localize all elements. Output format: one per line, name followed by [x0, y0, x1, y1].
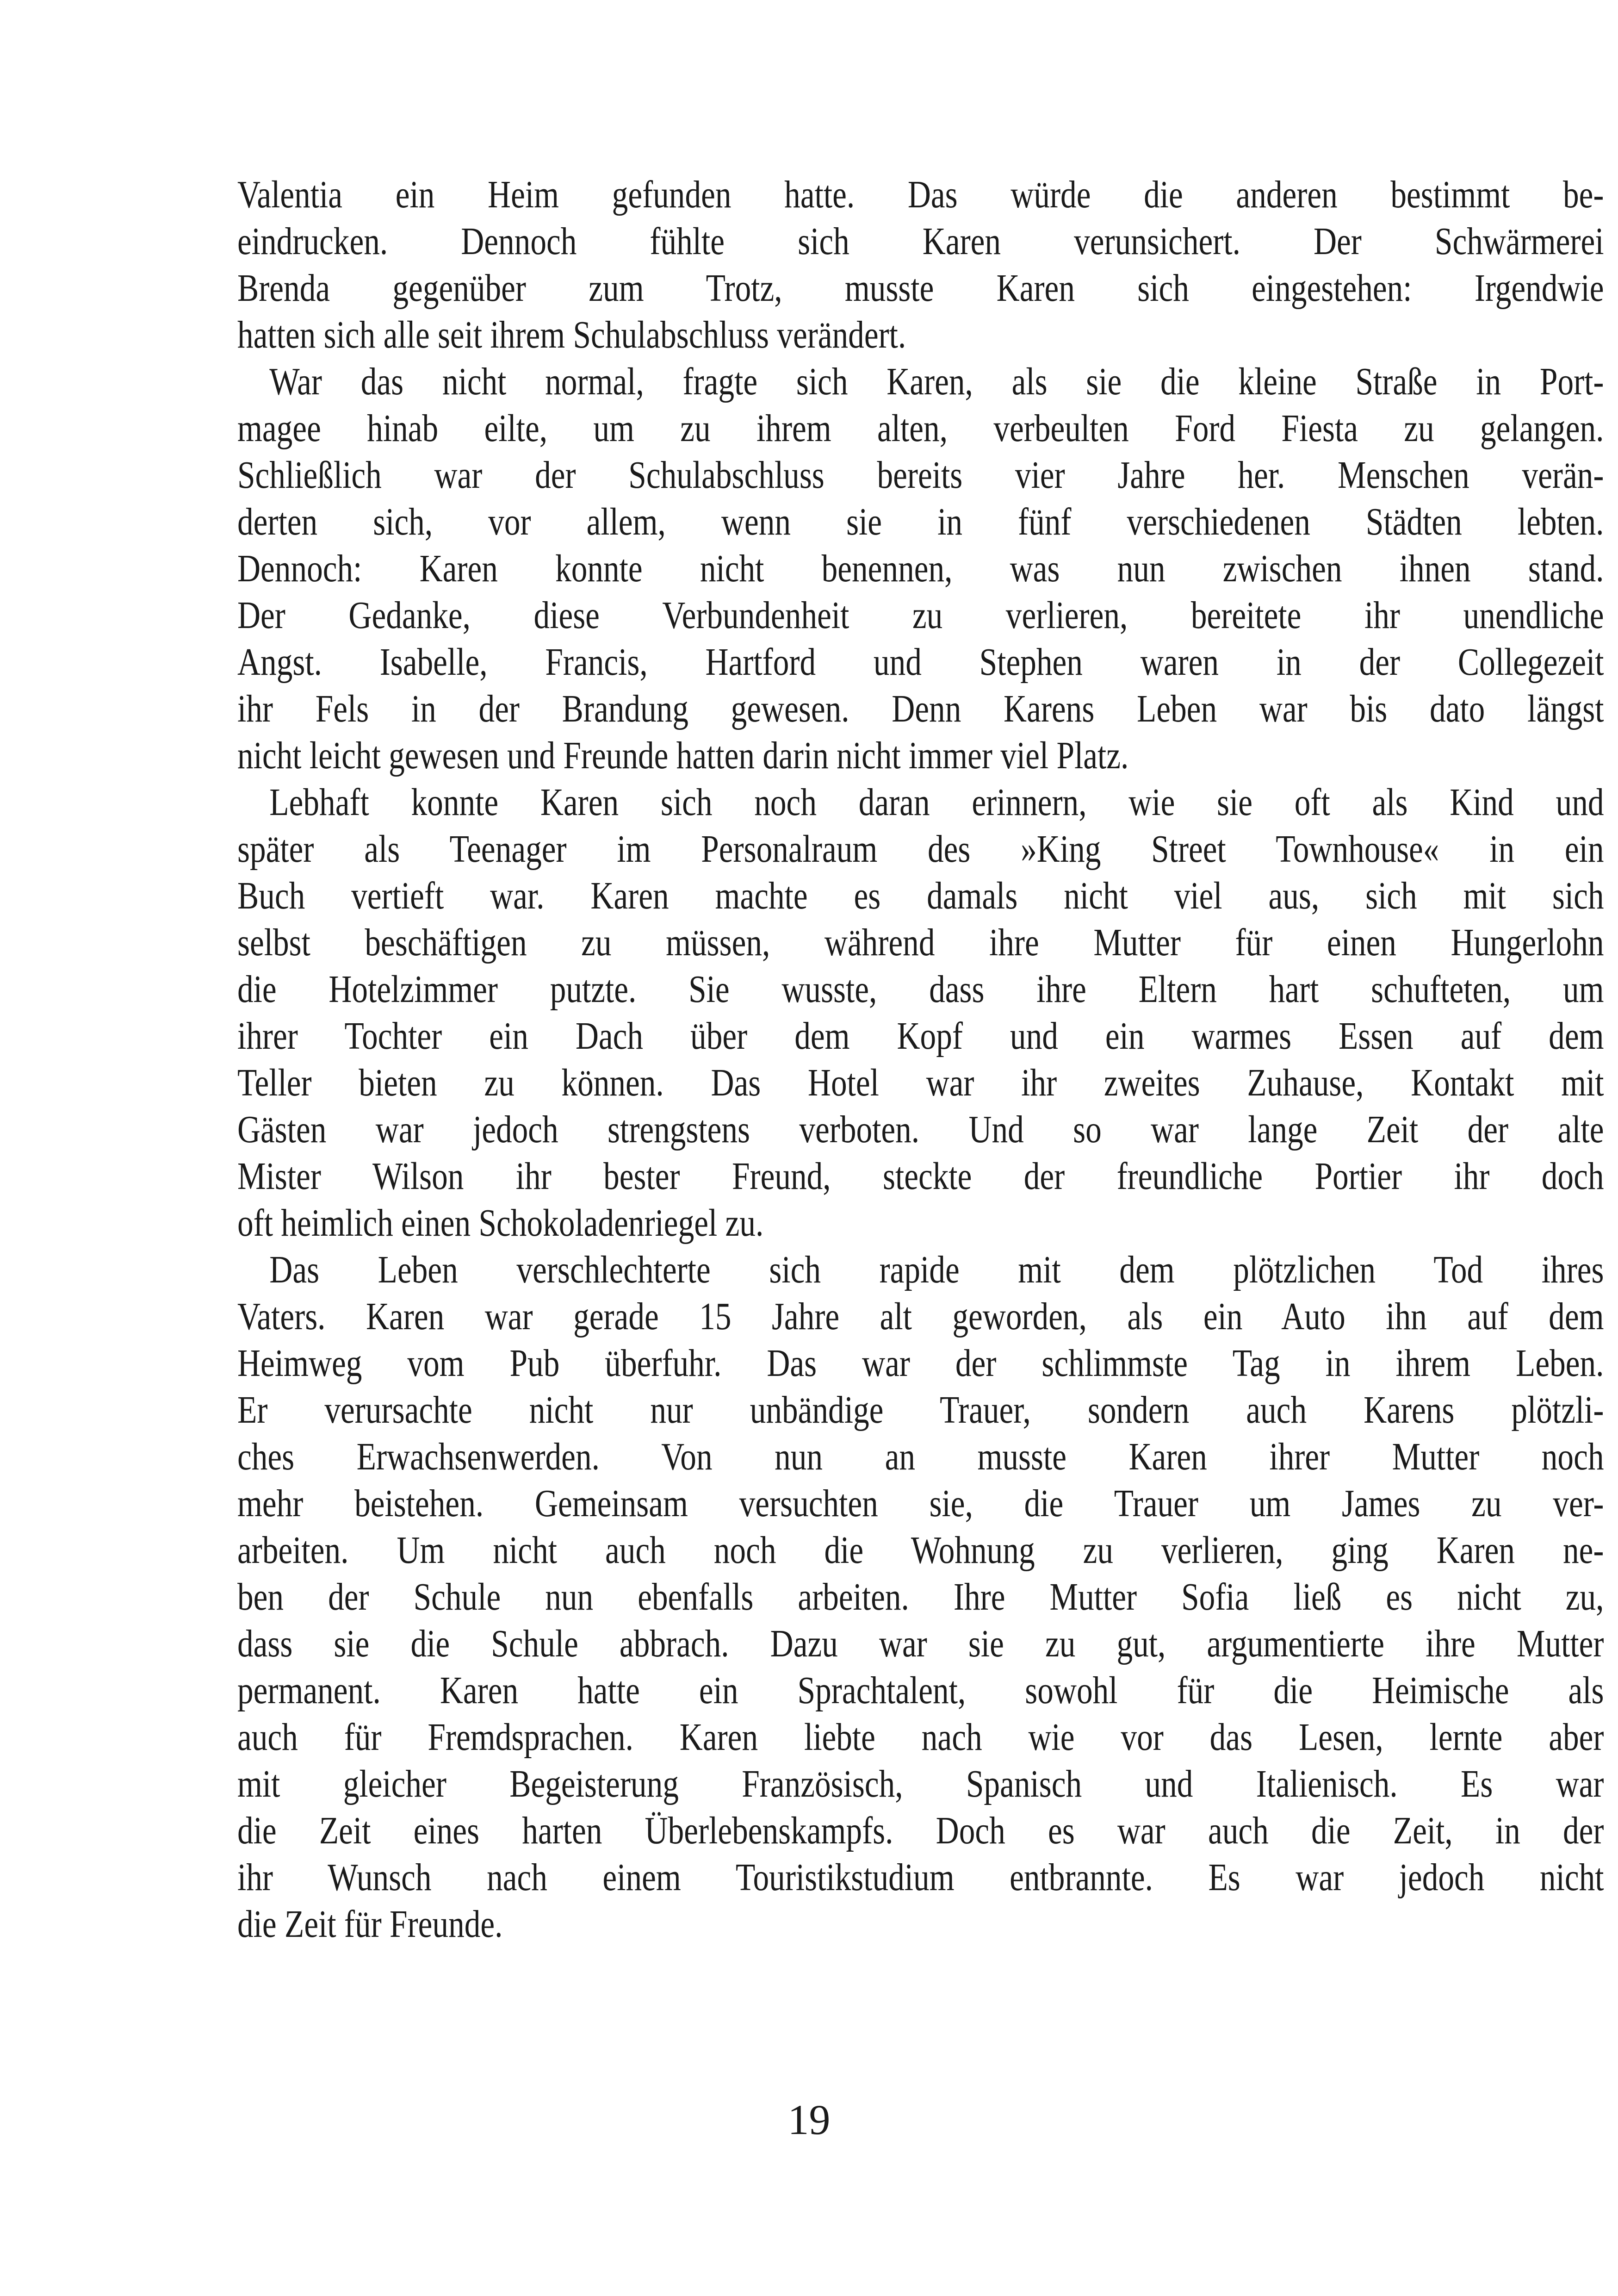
text-line: Heimweg vom Pub überfuhr. Das war der schlimmste Tag in ihrem Leben.: [237, 1342, 1604, 1385]
text-line: ches Erwachsenwerden. Von nun an musste Karen ihrer Mutter noch: [237, 1435, 1604, 1478]
text-line: hatten sich alle seit ihrem Schulabschluss verändert.: [237, 313, 906, 356]
text-line: Er verursachte nicht nur unbändige Trauer, sondern auch Karens plötzli-: [237, 1388, 1604, 1431]
text-line: mit gleicher Begeisterung Französisch, Spanisch und Italienisch. Es war: [237, 1762, 1604, 1805]
text-line: auch für Fremdsprachen. Karen liebte nach wie vor das Lesen, lernte aber: [237, 1716, 1604, 1759]
text-line: War das nicht normal, fragte sich Karen, als sie die kleine Straße in Port-: [269, 360, 1604, 403]
paragraph-1: [237, 171, 1604, 358]
text-line: die Zeit eines harten Überlebenskampfs. Doch es war auch die Zeit, in der: [237, 1809, 1604, 1852]
text-line: Gästen war jedoch strengstens verboten. Und so war lange Zeit der alte: [237, 1108, 1604, 1151]
paragraph-4: [237, 1246, 1604, 1948]
text-line: eindrucken. Dennoch fühlte sich Karen verunsichert. Der Schwärmerei: [237, 220, 1604, 263]
text-line: Mister Wilson ihr bester Freund, steckte der freundliche Portier ihr doch: [237, 1155, 1604, 1198]
text-line: Lebhaft konnte Karen sich noch daran erinnern, wie sie oft als Kind und: [269, 781, 1604, 824]
text-line: ihrer Tochter ein Dach über dem Kopf und ein warmes Essen auf dem: [237, 1014, 1604, 1058]
text-line: Das Leben verschlechterte sich rapide mit dem plötzlichen Tod ihres: [269, 1248, 1604, 1291]
text-line: ben der Schule nun ebenfalls arbeiten. Ihre Mutter Sofia ließ es nicht zu,: [237, 1575, 1604, 1618]
text-line: Dennoch: Karen konnte nicht benennen, was nun zwischen ihnen stand.: [237, 547, 1604, 590]
text-line: ihr Wunsch nach einem Touristikstudium entbrannte. Es war jedoch nicht: [237, 1856, 1604, 1899]
text-line: Brenda gegenüber zum Trotz, musste Karen sich eingestehen: Irgendwie: [237, 267, 1604, 310]
text-line: ihr Fels in der Brandung gewesen. Denn Karens Leben war bis dato längst: [237, 687, 1604, 730]
text-line: derten sich, vor allem, wenn sie in fünf verschiedenen Städten lebten.: [237, 500, 1604, 543]
text-line: dass sie die Schule abbrach. Dazu war sie zu gut, argumentierte ihre Mutter: [237, 1622, 1604, 1665]
text-line: permanent. Karen hatte ein Sprachtalent, sowohl für die Heimische als: [237, 1669, 1604, 1712]
text-line: Angst. Isabelle, Francis, Hartford und Stephen waren in der Collegezeit: [237, 641, 1604, 684]
body-text: [237, 171, 1604, 1948]
text-line: Der Gedanke, diese Verbundenheit zu verlieren, bereitete ihr unendliche: [237, 594, 1604, 637]
text-line: Buch vertieft war. Karen machte es damals nicht viel aus, sich mit sich: [237, 874, 1604, 917]
text-line: Valentia ein Heim gefunden hatte. Das würde die anderen bestimmt be-: [237, 173, 1604, 216]
text-line: Schließlich war der Schulabschluss bereits vier Jahre her. Menschen verän-: [237, 454, 1604, 497]
text-line: magee hinab eilte, um zu ihrem alten, verbeulten Ford Fiesta zu gelangen.: [237, 407, 1604, 450]
paragraph-2: [237, 358, 1604, 779]
text-line: nicht leicht gewesen und Freunde hatten darin nicht immer viel Platz.: [237, 734, 1129, 777]
text-line: Teller bieten zu können. Das Hotel war ihr zweites Zuhause, Kontakt mit: [237, 1061, 1604, 1104]
page-number: 19: [787, 2096, 831, 2143]
text-line: arbeiten. Um nicht auch noch die Wohnung zu verlieren, ging Karen ne-: [237, 1529, 1604, 1572]
text-line: Vaters. Karen war gerade 15 Jahre alt geworden, als ein Auto ihn auf dem: [237, 1295, 1604, 1338]
text-line: oft heimlich einen Schokoladenriegel zu.: [237, 1201, 764, 1244]
text-line: die Zeit für Freunde.: [237, 1903, 503, 1946]
text-line: später als Teenager im Personalraum des »King Street Townhouse« in ein: [237, 828, 1604, 871]
text-line: mehr beistehen. Gemeinsam versuchten sie, die Trauer um James zu ver-: [237, 1482, 1604, 1525]
text-line: selbst beschäftigen zu müssen, während ihre Mutter für einen Hungerlohn: [237, 921, 1604, 964]
text-line: die Hotelzimmer putzte. Sie wusste, dass ihre Eltern hart schufteten, um: [237, 968, 1604, 1011]
paragraph-3: [237, 779, 1604, 1246]
